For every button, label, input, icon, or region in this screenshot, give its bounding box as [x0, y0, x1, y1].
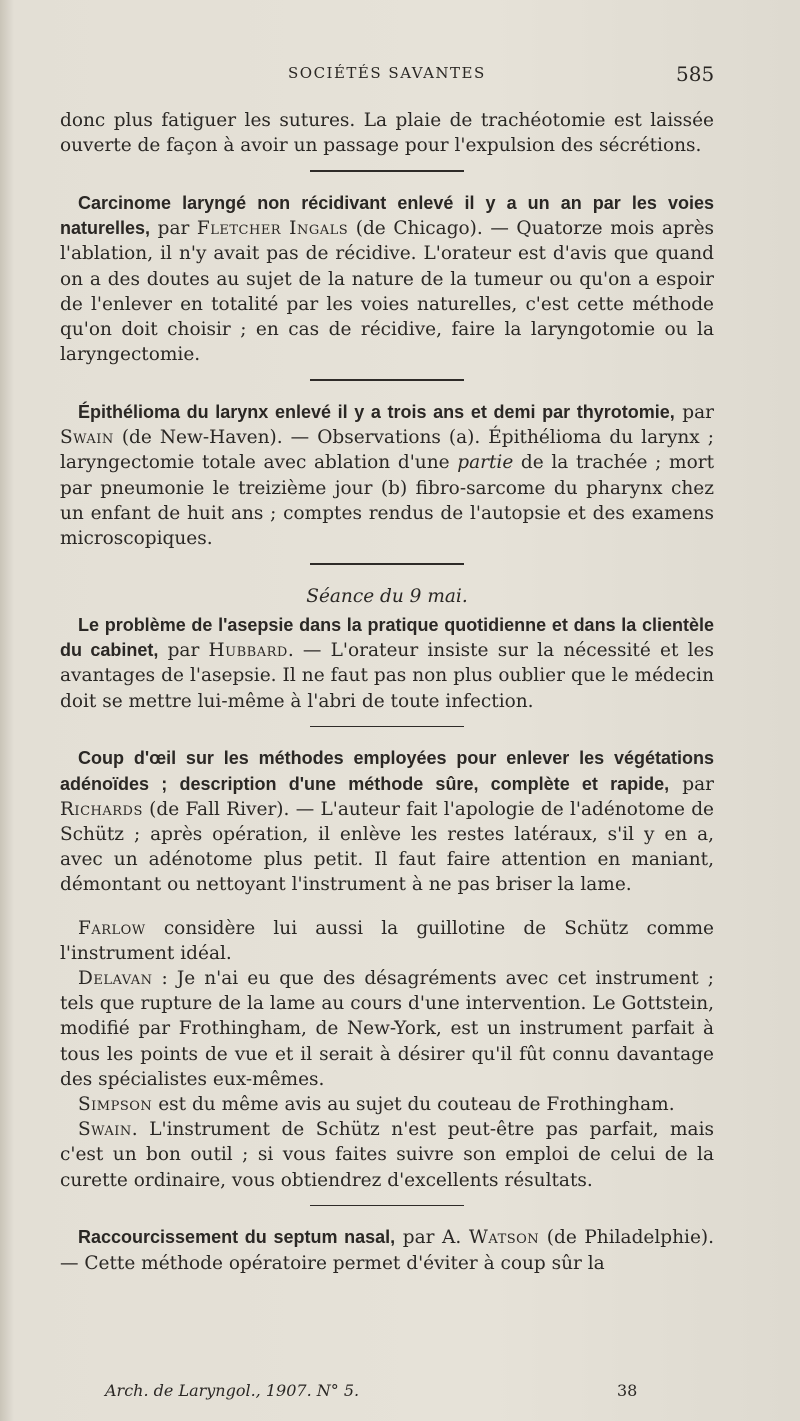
paragraph-text: (de Philadelphie). — Cette méthode opératoire permet d'éviter à coup sûr la	[60, 1227, 714, 1274]
page-number: 585	[676, 62, 715, 86]
paragraph-text: : Je n'ai eu que des désagréments avec cet instrument ; tels que rupture de la lame au cours d'une intervention. Le Gottstein, modifié par Frothingham, de New-York, est un instrument parfait à tous les points de vue et il serait à désirer qu'il fût connu davantage des spécialistes eux-mêmes.	[60, 968, 714, 1090]
paragraph-septum	[60, 1225, 714, 1275]
speaker-name: Simpson	[78, 1094, 153, 1116]
paragraph-text: (de Fall River). — L'auteur fait l'apologie de l'adénotome de Schütz ; après opération, il enlève les restes latéraux, s'il y en a, avec un adénotome plus petit. Il faut faire attention en maniant, démontant ou nettoyant l'instrument à ne pas briser la lame.	[60, 798, 714, 896]
journal-reference: Arch. de Laryngol., 1907. N° 5.	[105, 1381, 360, 1400]
page-body	[60, 108, 714, 1276]
paragraph-swain	[60, 1117, 714, 1193]
paragraph-asepsie	[60, 613, 714, 714]
paragraph-continuation: donc plus fatiguer les sutures. La plaie de trachéotomie est laissée ouverte de façon à avoir un passage pour l'expulsion des sécrétions.	[60, 110, 714, 157]
session-title: Séance du 9 mai.	[306, 585, 468, 607]
by-text: par	[674, 402, 714, 424]
article-heading: Coup d'œil sur les méthodes employées pour enlever les végétations adénoïdes ; description d'une méthode sûre, complète et rapide,	[60, 748, 714, 794]
paragraph-delavan	[60, 966, 714, 1092]
paragraph-text: est du même avis au sujet du couteau de Frothingham.	[152, 1094, 675, 1116]
article-heading: Épithélioma du larynx enlevé il y a trois ans et demi par thyrotomie,	[78, 402, 675, 423]
section-divider	[310, 170, 464, 172]
speaker-name: Farlow	[78, 917, 146, 939]
speaker-name: Delavan	[78, 968, 153, 990]
running-head: SOCIÉTÉS SAVANTES	[288, 64, 486, 82]
paragraph-text: (de New-Haven). — Observations (a). Épithélioma du larynx ; laryngectomie totale avec ablation d'une	[60, 427, 714, 474]
section-divider	[310, 726, 464, 728]
by-text: par	[669, 773, 714, 795]
author-name: Swain	[60, 427, 114, 449]
paragraph-text: . L'instrument de Schütz n'est peut-être pas parfait, mais c'est un bon outil ; si vous faites suivre son emploi de celui de la curette ordinaire, vous obtiendrez d'excellents résultats.	[60, 1119, 714, 1191]
paragraph-farlow	[60, 916, 714, 966]
by-text: par A.	[395, 1227, 469, 1249]
author-name: Hubbard	[208, 640, 288, 662]
article-heading: Le problème de l'asepsie dans la pratique quotidienne et dans la clientèle du cabinet,	[60, 615, 714, 661]
paragraph-text: (de Chicago). — Quatorze mois après l'ablation, il n'y avait pas de récidive. L'orateur est d'avis que quand on a des doutes au sujet de la nature de la tumeur ou qu'on a espoir de l'enlever en totalité par les voies naturelles, c'est cette méthode qu'on doit choisir ; en cas de récidive, faire la laryngotomie ou la laryngectomie.	[60, 218, 715, 366]
paragraph-text: considère lui aussi la guillotine de Schütz comme l'instrument idéal.	[60, 917, 714, 964]
paragraph-text: de la trachée ; mort par pneumonie le treizième jour (b) fibro-sarcome du pharynx chez un enfant de huit ans ; comptes rendus de l'autopsie et des examens microscopiques.	[60, 452, 715, 550]
by-text: par	[150, 218, 197, 240]
author-name: Richards	[60, 798, 143, 820]
paragraph-simpson	[60, 1092, 714, 1117]
emphasis-text: partie	[457, 452, 514, 474]
page-footer	[105, 1381, 665, 1407]
paragraph-carcinome	[60, 191, 714, 367]
by-text: par	[158, 640, 209, 662]
signature-mark: 38	[617, 1381, 638, 1400]
article-heading: Raccourcissement du septum nasal,	[78, 1227, 396, 1248]
speaker-name: Swain	[78, 1119, 132, 1141]
section-divider	[310, 379, 464, 381]
paragraph-epithelioma	[60, 400, 714, 551]
paragraph-vegetations	[60, 746, 714, 897]
author-name: Watson	[468, 1227, 540, 1249]
author-name: Fletcher Ingals	[196, 218, 349, 240]
paragraph-text: . — L'orateur insiste sur la nécessité et les avantages de l'asepsie. Il ne faut pas non plus oublier que le médecin doit se mettre lui-même à l'abri de toute infection.	[60, 640, 714, 712]
page-header	[0, 62, 800, 92]
section-divider	[310, 563, 464, 565]
section-divider	[310, 1205, 464, 1207]
article-heading: Carcinome laryngé non récidivant enlevé il y a un an par les voies naturelles,	[60, 193, 714, 239]
